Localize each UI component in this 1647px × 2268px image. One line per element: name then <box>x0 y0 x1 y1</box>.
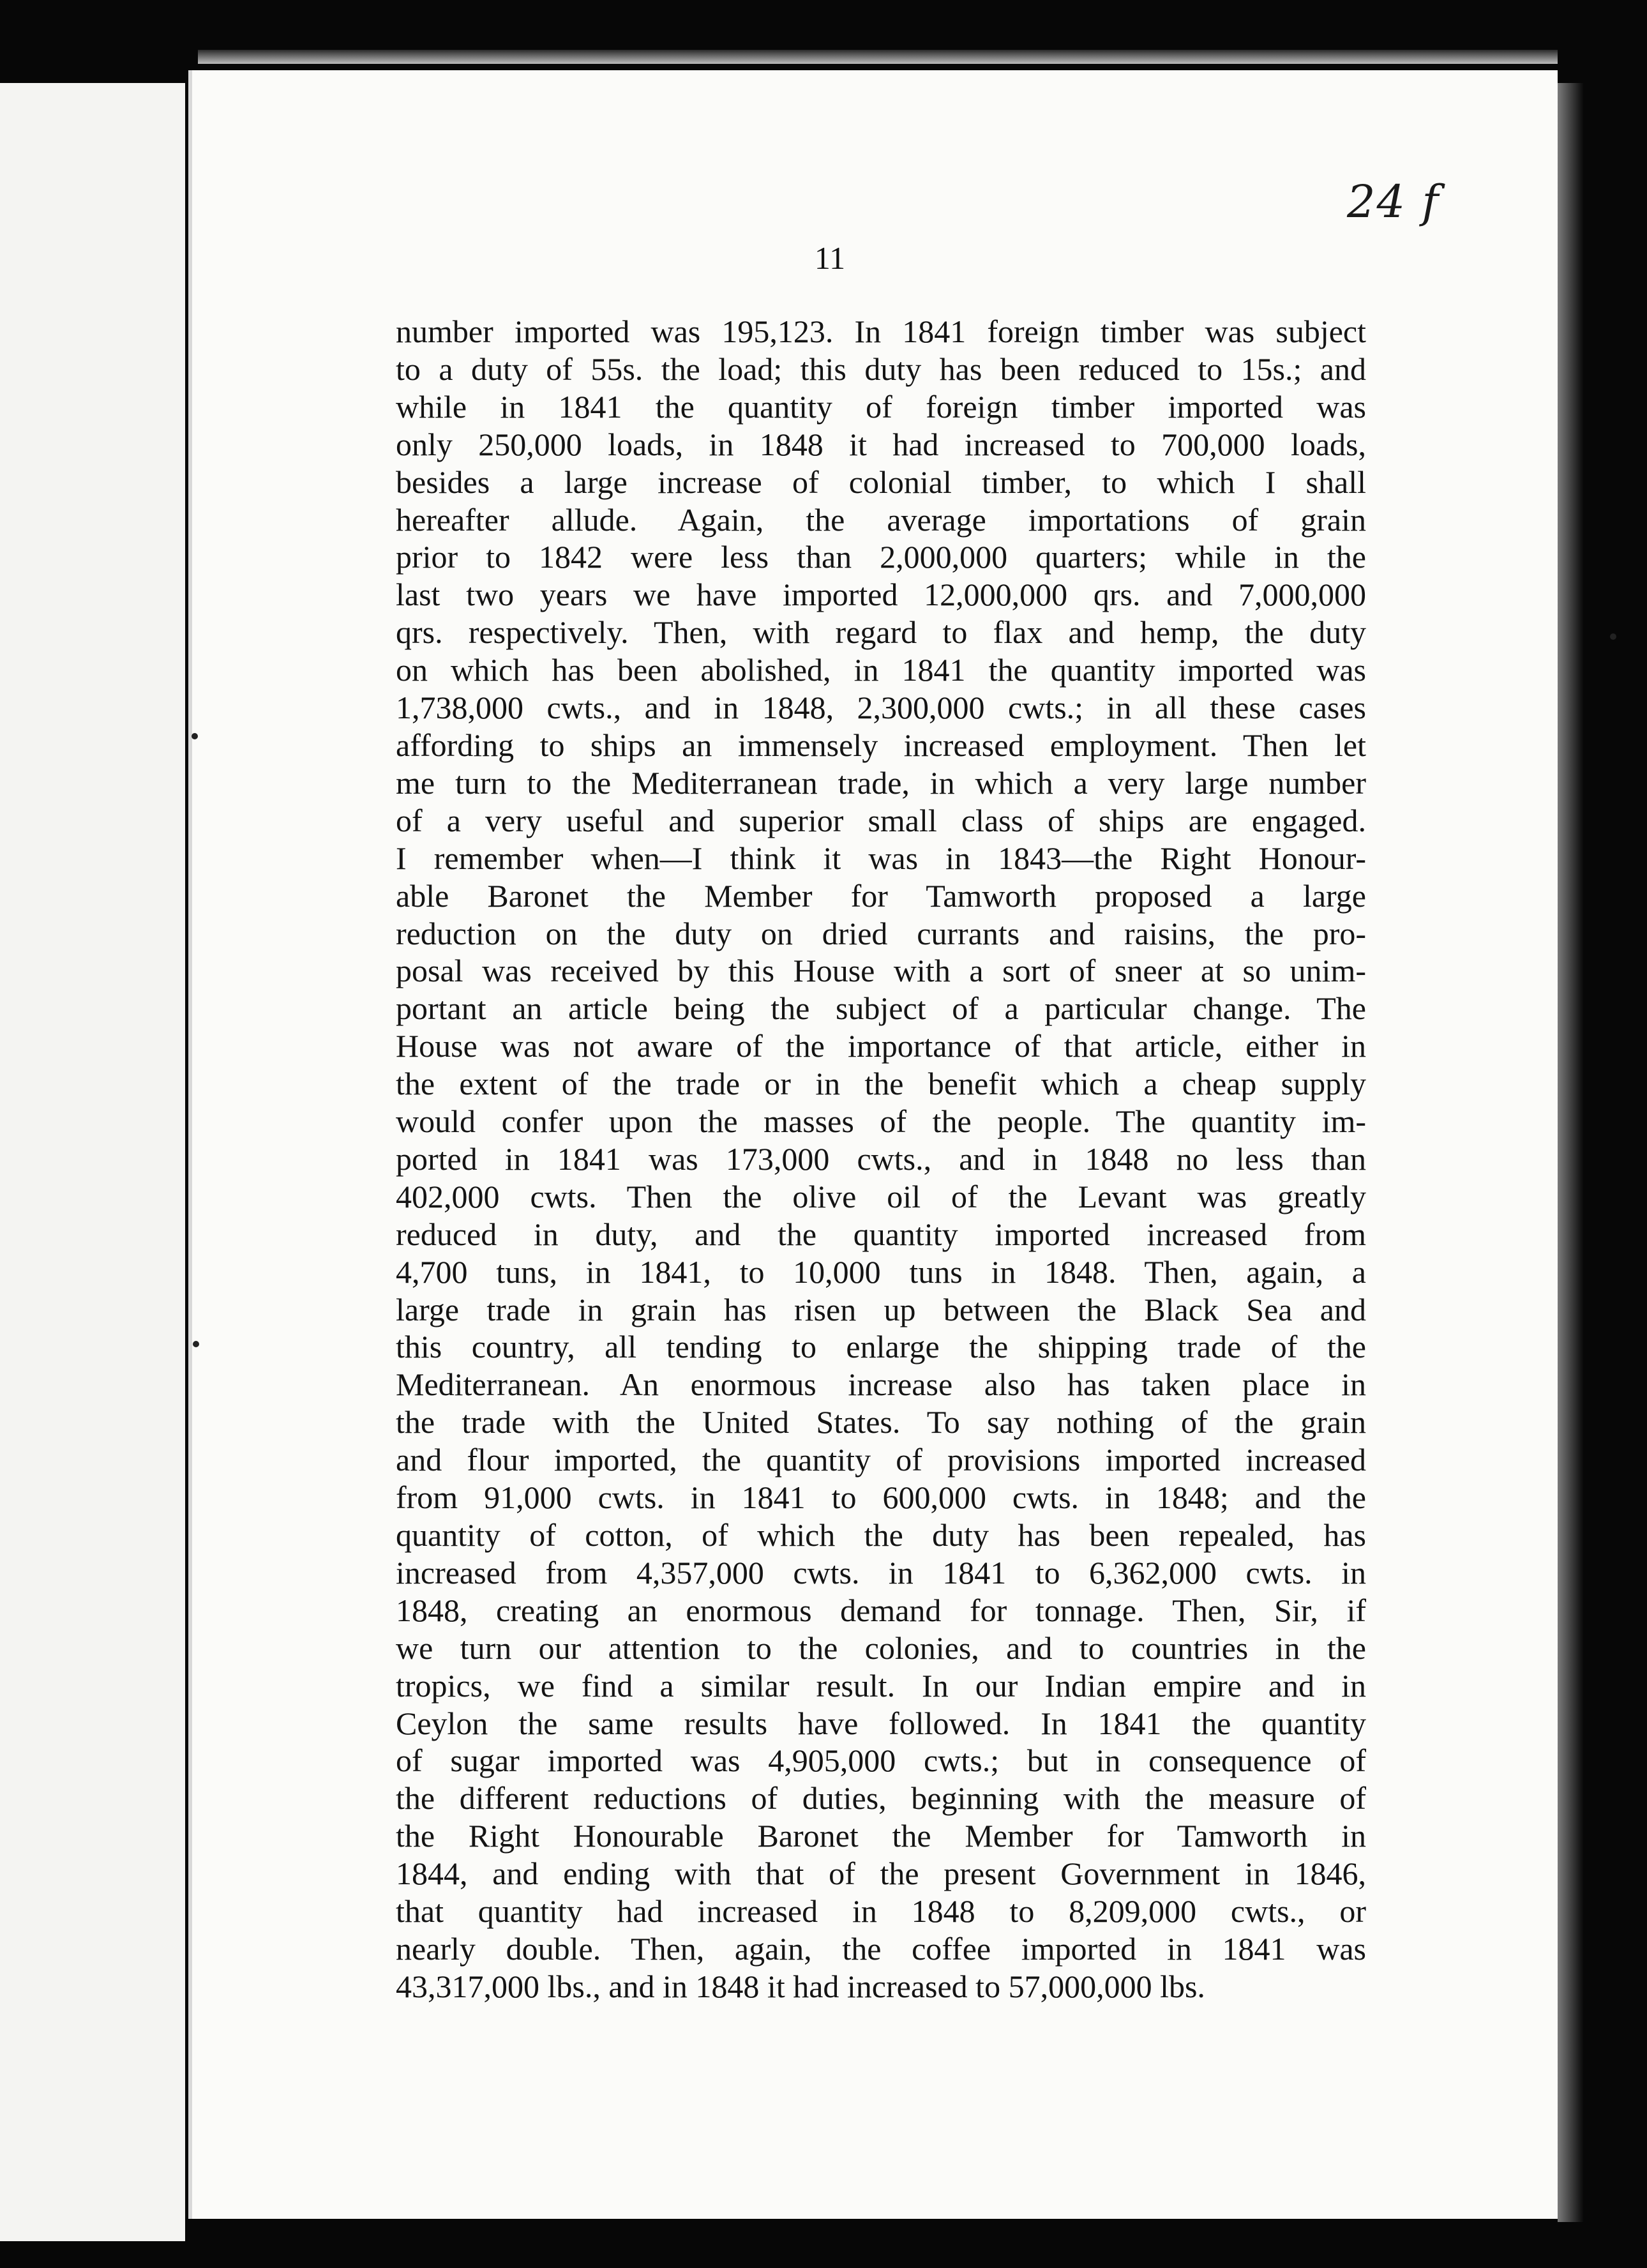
text-line: of a very useful and superior small class of ships are engaged. <box>396 802 1366 838</box>
page-number: 11 <box>814 240 846 276</box>
text-line: would confer upon the masses of the people. The quantity im- <box>396 1103 1366 1140</box>
text-line: we turn our attention to the colonies, and to countries in the <box>396 1629 1366 1666</box>
text-line: qrs. respectively. Then, with regard to flax and hemp, the duty <box>396 614 1366 651</box>
text-line: 4,700 tuns, in 1841, to 10,000 tuns in 1848. Then, again, a <box>396 1253 1366 1290</box>
text-line: tropics, we find a similar result. In our Indian empire and in <box>396 1667 1366 1704</box>
facing-page <box>0 83 185 2241</box>
margin-mark <box>192 733 198 739</box>
body-text <box>396 313 1366 2006</box>
text-line: House was not aware of the importance of that article, either in <box>396 1028 1366 1064</box>
text-line: posal was received by this House with a sort of sneer at so unim- <box>396 953 1366 989</box>
text-line: large trade in grain has risen up between the Black Sea and <box>396 1291 1366 1327</box>
margin-mark <box>193 1341 199 1347</box>
text-line: reduced in duty, and the quantity imported increased from <box>396 1216 1366 1252</box>
text-line: nearly double. Then, again, the coffee imported in 1841 was <box>396 1930 1366 1967</box>
text-line: me turn to the Mediterranean trade, in which a very large number <box>396 764 1366 801</box>
text-line: 1844, and ending with that of the present Government in 1846, <box>396 1856 1366 1892</box>
text-line: this country, all tending to enlarge the shipping trade of the <box>396 1329 1366 1365</box>
text-line: ported in 1841 was 173,000 cwts., and in 1848 no less than <box>396 1140 1366 1177</box>
text-line: portant an article being the subject of a particular change. The <box>396 990 1366 1027</box>
text-line: affording to ships an immensely increased employment. Then let <box>396 727 1366 763</box>
text-line: to a duty of 55s. the load; this duty has been reduced to 15s.; and <box>396 351 1366 387</box>
text-line: quantity of cotton, of which the duty has been repealed, has <box>396 1517 1366 1553</box>
text-line: that quantity had increased in 1848 to 8,209,000 cwts., or <box>396 1893 1366 1930</box>
text-line: Mediterranean. An enormous increase also has taken place in <box>396 1366 1366 1403</box>
page-edge-shadow <box>1558 83 1583 2222</box>
text-line: and flour imported, the quantity of provisions imported increased <box>396 1442 1366 1478</box>
text-line: on which has been abolished, in 1841 the quantity imported was <box>396 652 1366 688</box>
text-line: 43,317,000 lbs., and in 1848 it had increased to 57,000,000 lbs. <box>396 1968 1205 2004</box>
text-line: 1,738,000 cwts., and in 1848, 2,300,000 cwts.; in all these cases <box>396 690 1366 726</box>
text-line: increased from 4,357,000 cwts. in 1841 to 6,362,000 cwts. in <box>396 1554 1366 1591</box>
text-line: prior to 1842 were less than 2,000,000 quarters; while in the <box>396 539 1366 575</box>
text-line: while in 1841 the quantity of foreign timber imported was <box>396 388 1366 425</box>
text-line: able Baronet the Member for Tamworth proposed a large <box>396 877 1366 914</box>
book-top-edge <box>198 50 1558 64</box>
text-line: last two years we have imported 12,000,000 qrs. and 7,000,000 <box>396 577 1366 613</box>
text-line: I remember when—I think it was in 1843—the Right Honour- <box>396 840 1366 876</box>
text-line: besides a large increase of colonial timber, to which I shall <box>396 464 1366 500</box>
text-line: the extent of the trade or in the benefit which a cheap supply <box>396 1066 1366 1102</box>
text-line: of sugar imported was 4,905,000 cwts.; but in consequence of <box>396 1743 1366 1779</box>
text-line: the trade with the United States. To say nothing of the grain <box>396 1404 1366 1440</box>
text-line: 402,000 cwts. Then the olive oil of the Levant was greatly <box>396 1178 1366 1214</box>
text-line: the different reductions of duties, beginning with the measure of <box>396 1780 1366 1817</box>
text-line: hereafter allude. Again, the average importations of grain <box>396 501 1366 538</box>
text-line: number imported was 195,123. In 1841 foreign timber was subject <box>396 314 1366 349</box>
text-line: from 91,000 cwts. in 1841 to 600,000 cwts. in 1848; and the <box>396 1479 1366 1516</box>
text-line: the Right Honourable Baronet the Member for Tamworth in <box>396 1818 1366 1854</box>
text-line: reduction on the duty on dried currants and raisins, the pro- <box>396 915 1366 951</box>
handwritten-folio-note: 24 f <box>1347 176 1440 228</box>
text-line: Ceylon the same results have followed. In 1841 the quantity <box>396 1705 1366 1741</box>
text-line: 1848, creating an enormous demand for tonnage. Then, Sir, if <box>396 1592 1366 1628</box>
text-line: only 250,000 loads, in 1848 it had increased to 700,000 loads, <box>396 426 1366 462</box>
margin-mark <box>1610 633 1616 640</box>
